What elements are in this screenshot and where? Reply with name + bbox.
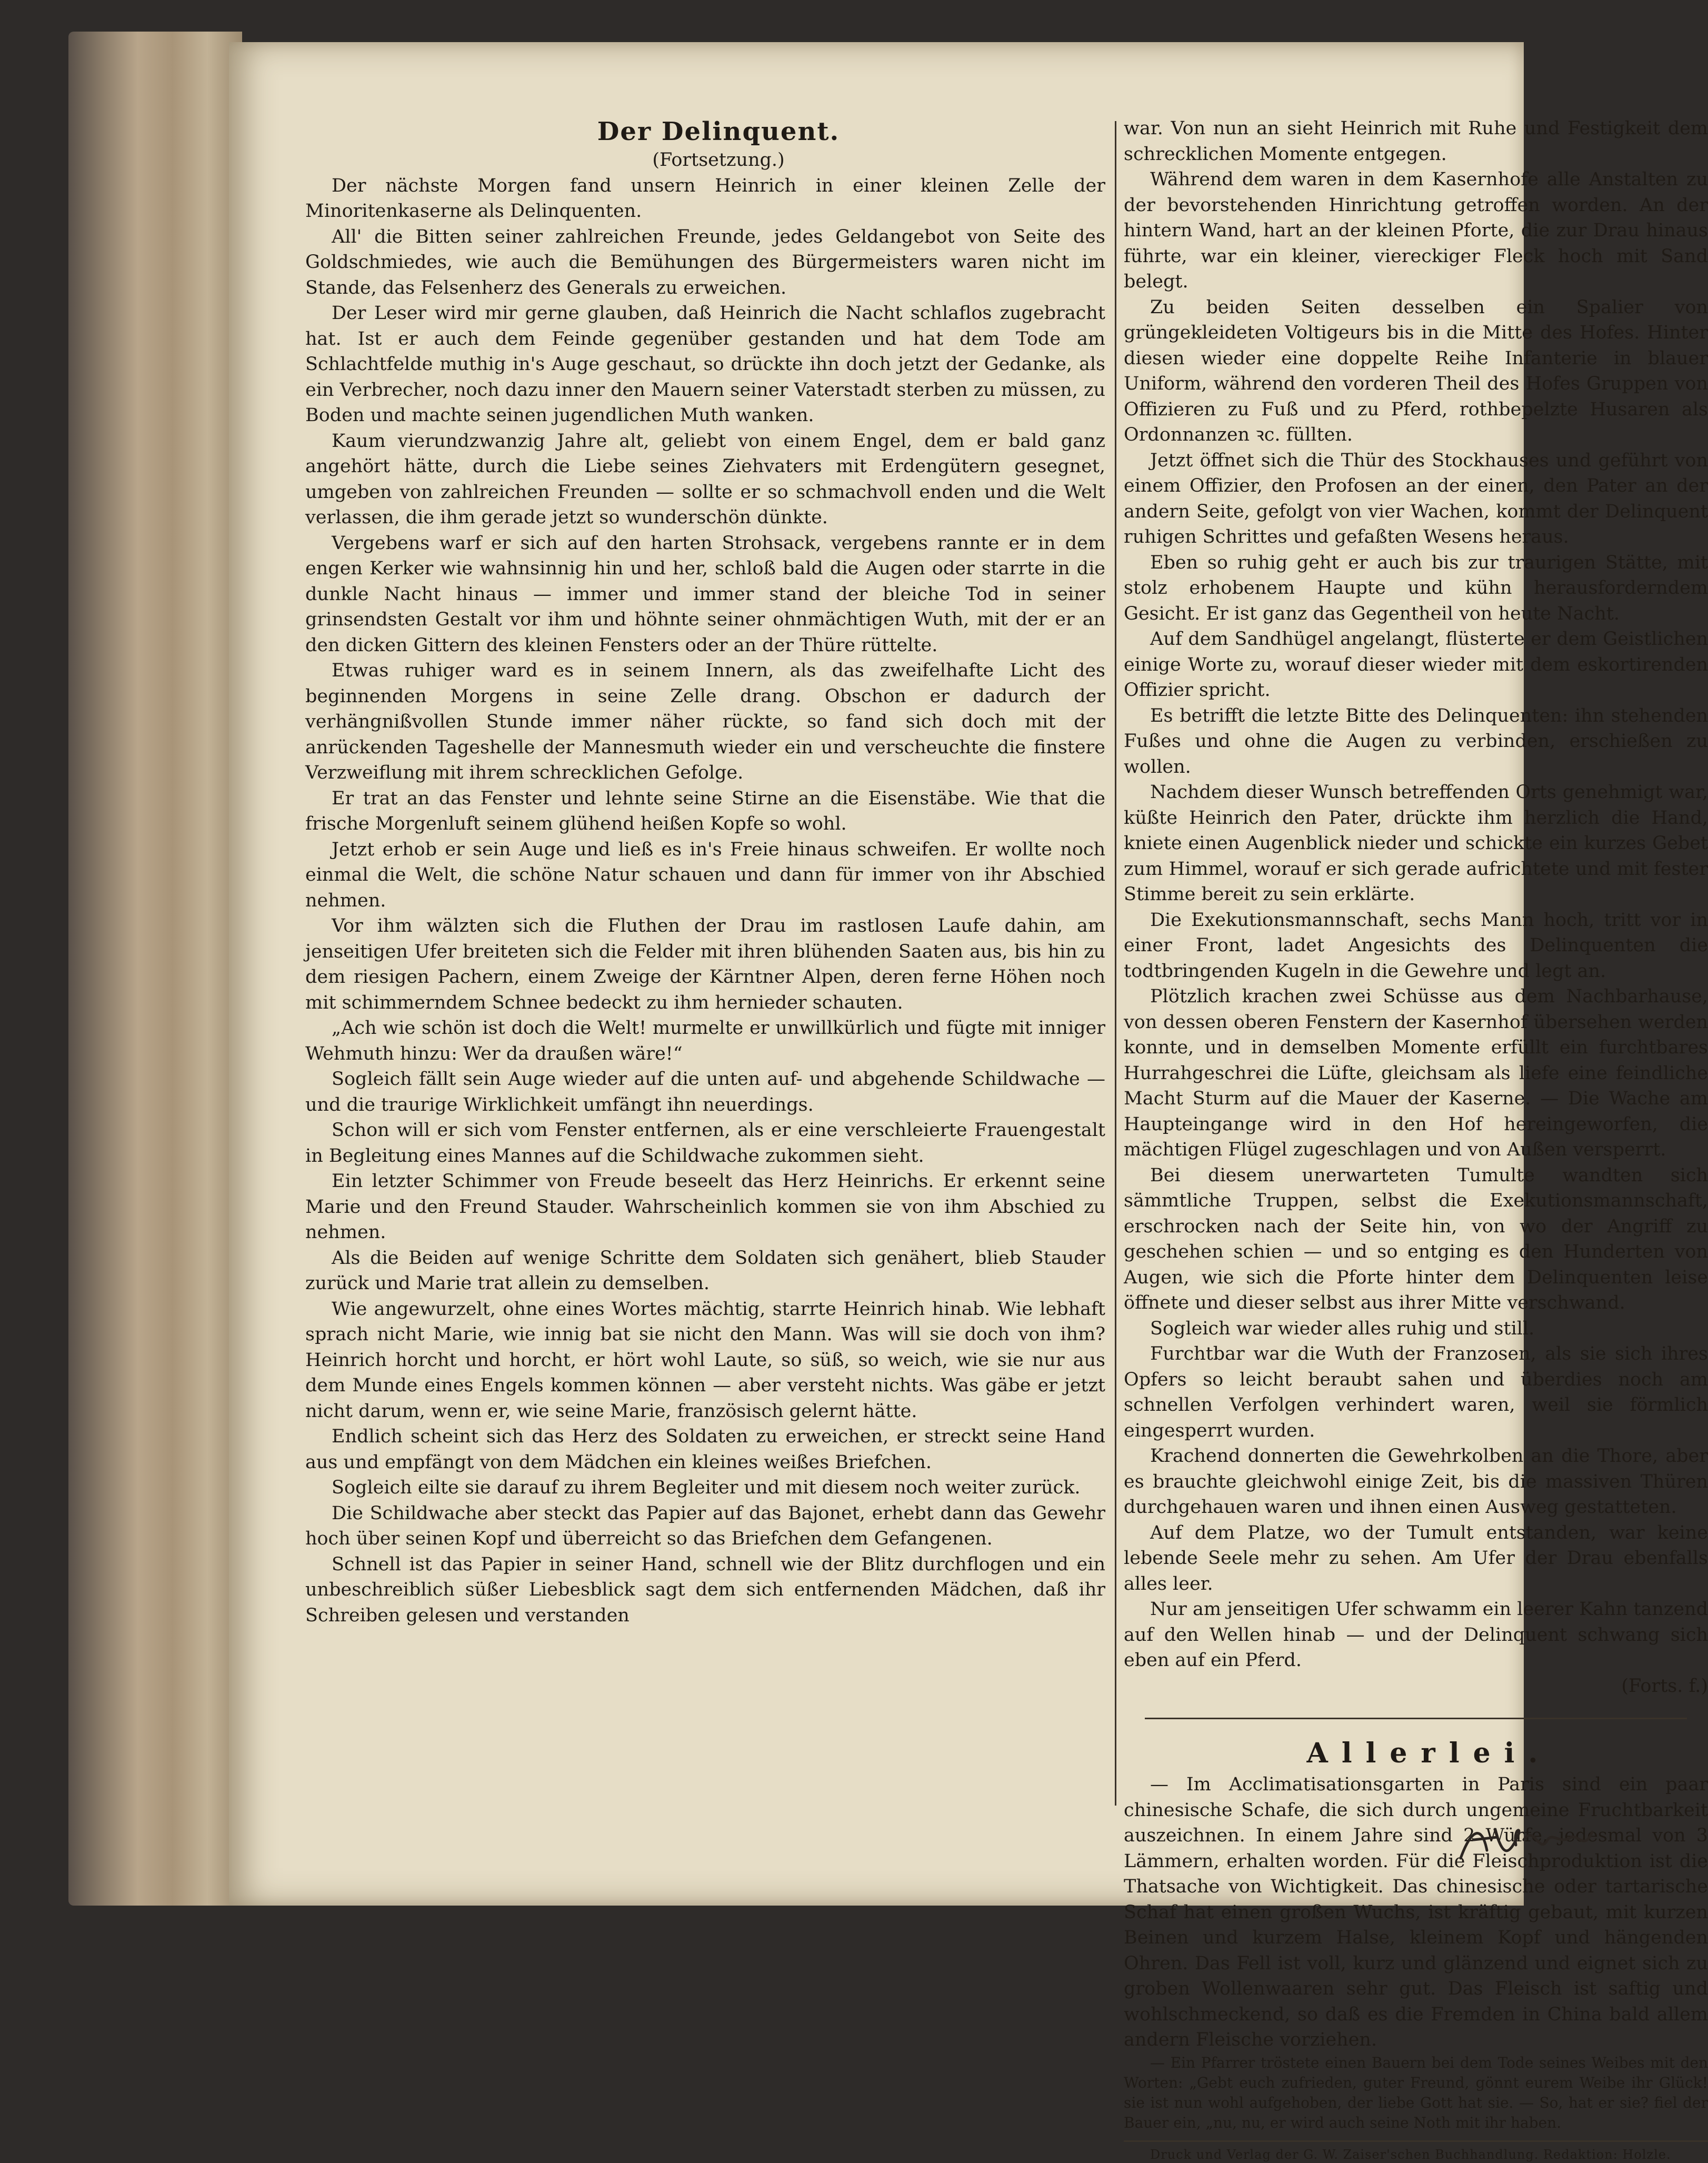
- paragraph: Vergebens warf er sich auf den harten Strohsack, vergebens rannte er in dem engen Kerker wie wahnsinnig hin und her, schloß bald die Augen oder starrte in die dunkle Nacht hinaus — immer und immer stand der bleiche Tod in seiner grinsendsten Gestalt vor ihm und höhnte seiner ohnmächtigen Wuth, mit der er an den dicken Gittern des kleinen Fensters oder an der Thüre rüttelte.: [305, 532, 1105, 656]
- paragraph: Plötzlich krachen zwei Schüsse aus dem Nachbarhause, von dessen oberen Fenstern der Kasernhof übersehen werden konnte, und in demselben Momente erfüllt ein furchtbares Hurrahgeschrei die Lüfte, gleichsam als liefe eine feindliche Macht Sturm auf die Mauer der Kaserne. — Die Wache am Haupteingange wird in den Hof hereingeworfen, die mächtigen Flügel zugeschlagen und von Außen versperrt.: [1124, 986, 1708, 1160]
- paragraph: Vor ihm wälzten sich die Fluthen der Drau im rastlosen Laufe dahin, am jenseitigen Ufer breiteten sich die Felder mit ihren blühenden Saaten aus, bis hin zu dem riesigen Pachern, einem Zweige der Kärntner Alpen, deren ferne Höhen noch mit schimmerndem Schnee bedeckt zu ihm hernieder schauten.: [305, 915, 1105, 1013]
- paragraph: Endlich scheint sich das Herz des Soldaten zu erweichen, er streckt seine Hand aus und empfängt von dem Mädchen ein kleines weißes Briefchen.: [305, 1426, 1105, 1473]
- paragraph: Jetzt öffnet sich die Thür des Stockhauses und geführt von einem Offizier, den Profosen an der einen, den Pater an der andern Seite, gefolgt von vier Wachen, kommt der Delinquent ruhigen Schrittes und gefaßten Wesens heraus.: [1124, 450, 1708, 547]
- paragraph: Während dem waren in dem Kasernhofe alle Anstalten zu der bevorstehenden Hinrichtung getroffen worden. An der hintern Wand, hart an der kleinen Pforte, die zur Drau hinaus führte, war ein kleiner, viereckiger Fleck hoch mit Sand belegt.: [1124, 169, 1708, 292]
- section-separator: [1145, 1718, 1687, 1719]
- continued-note: (Forts. f.): [1621, 1675, 1708, 1697]
- paragraph: Nachdem dieser Wunsch betreffenden Orts genehmigt war, küßte Heinrich den Pater, drückte ihm herzlich die Hand, kniete einen Augenblick nieder und schickte ein kurzes Gebet zum Himmel, worauf er sich gerade aufrichtete und mit fester Stimme bereit zu sein erklärte.: [1124, 782, 1708, 905]
- miscellany-title: Allerlei.: [1306, 1737, 1552, 1769]
- paragraph: Der nächste Morgen fand unsern Heinrich in einer kleinen Zelle der Minoritenkaserne als Delinquenten.: [305, 175, 1105, 222]
- right-column: [1124, 116, 1708, 2162]
- paragraph: Zu beiden Seiten desselben ein Spalier von grüngekleideten Voltigeurs bis in die Mitte des Hofes. Hinter diesen wieder eine doppelte Reihe Infanterie in blauer Uniform, während den vorderen Theil des Hofes Gruppen von Offizieren zu Fuß und zu Pferd, rothbepelzte Husaren als Ordonnanzen ꝛc. füllten.: [1124, 296, 1708, 445]
- paragraph: Es betrifft die letzte Bitte des Delinquenten: ihn stehenden Fußes und ohne die Augen zu verbinden, erschießen zu wollen.: [1124, 705, 1708, 778]
- paragraph: Eben so ruhig geht er auch bis zur traurigen Stätte, mit stolz erhobenem Haupte und kühn herausforderndem Gesicht. Er ist ganz das Gegentheil von heute Nacht.: [1124, 552, 1708, 624]
- paragraph: Etwas ruhiger ward es in seinem Innern, als das zweifelhafte Licht des beginnenden Morgens in seine Zelle drang. Obschon er dadurch der verhängnißvollen Stunde immer näher rückte, so fand sich doch mit der anrückenden Tageshelle der Mannesmuth wieder ein und verscheuchte die finstere Verzweiflung mit ihrem schrecklichen Gefolge.: [305, 660, 1105, 783]
- paragraph: Schnell ist das Papier in seiner Hand, schnell wie der Blitz durchflogen und ein unbeschreiblich süßer Liebesblick sagt dem sich entfernenden Mädchen, daß ihr Schreiben gelesen und verstanden: [305, 1553, 1105, 1626]
- paragraph: Bei diesem unerwarteten Tumulte wandten sich sämmtliche Truppen, selbst die Exekutionsmannschaft, erschrocken nach der Seite hin, von wo der Angriff zu geschehen schien — und so entging es den Hunderten von Augen, wie sich die Pforte hinter dem Delinquenten leise öffnete und dieser selbst aus ihrer Mitte verschwand.: [1124, 1164, 1708, 1313]
- paragraph: Schon will er sich vom Fenster entfernen, als er eine verschleierte Frauengestalt in Begleitung eines Mannes auf die Schildwache zukommen sieht.: [305, 1120, 1105, 1167]
- paragraph: Nur am jenseitigen Ufer schwamm ein leerer Kahn tanzend auf den Wellen hinab — und der Delinquent schwang sich eben auf ein Pferd.: [1124, 1599, 1708, 1671]
- paragraph: Ein letzter Schimmer von Freude beseelt das Herz Heinrichs. Er erkennt seine Marie und den Freund Stauder. Wahrscheinlich kommen sie von ihm Abschied zu nehmen.: [305, 1171, 1105, 1243]
- paragraph: Auf dem Platze, wo der Tumult entstanden, war keine lebende Seele mehr zu sehen. Am Ufer der Drau ebenfalls alles leer.: [1124, 1522, 1708, 1594]
- newspaper-page: [229, 42, 1708, 2162]
- miscellany-anecdote: — Ein Pfarrer tröstete einen Bauern bei dem Tode seines Weibes mit den Worten: „Gebt euch zufrieden, guter Freund, gönnt eurem Weibe ihr Glück! sie ist nun wohl aufgehoben, der liebe Gott hat sie. — So, hat er sie? fiel der Bauer ein, „nu, nu, er wird auch seine Noth mit ihr haben.: [1124, 2054, 1708, 2131]
- paragraph: „Ach wie schön ist doch die Welt! murmelte er unwillkürlich und fügte mit inniger Wehmuth hinzu: Wer da draußen wäre!“: [305, 1018, 1105, 1064]
- right-paragraphs: [1124, 116, 1708, 1673]
- paragraph: Er trat an das Fenster und lehnte seine Stirne an die Eisenstäbe. Wie that die frische Morgenluft seinem glühend heißen Kopfe so wohl.: [305, 788, 1105, 834]
- paragraph: war. Von nun an sieht Heinrich mit Ruhe und Festigkeit dem schrecklichen Momente entgegen.: [1124, 118, 1708, 165]
- paragraph: Als die Beiden auf wenige Schritte dem Soldaten sich genähert, blieb Stauder zurück und Marie trat allein zu demselben.: [305, 1247, 1105, 1294]
- handwritten-signature: [1450, 1808, 1608, 1877]
- paragraph: Kaum vierundzwanzig Jahre alt, geliebt von einem Engel, dem er bald ganz angehört hätte, durch die Liebe seines Ziehvaters mit Erdengütern gesegnet, umgeben von zahlreichen Freunden — sollte er so schmachvoll enden und die Welt verlassen, die ihm gerade jetzt so wunderschön dünkte.: [305, 430, 1105, 528]
- paragraph: Die Schildwache aber steckt das Papier auf das Bajonet, erhebt dann das Gewehr hoch über seinen Kopf und überreicht so das Briefchen dem Gefangenen.: [305, 1502, 1105, 1549]
- story-title: Der Delinquent.: [597, 117, 840, 146]
- imprint-rule: [1124, 2140, 1708, 2142]
- left-column: [305, 116, 1105, 1827]
- paragraph: Furchtbar war die Wuth der Franzosen, als sie sich ihres Opfers so leicht beraubt sahen und überdies noch am schnellen Verfolgen verhindert waren, weil sie förmlich eingesperrt wurden.: [1124, 1343, 1708, 1441]
- miscellany-item: — Im Acclimatisationsgarten in Paris sind ein paar chinesische Schafe, die sich durch ungemeine Fruchtbarkeit auszeichnen. In einem Jahre sind 2 Würfe, jedesmal von 3 Lämmern, erhalten worden. Für die Fleischproduktion ist die Thatsache von Wichtigkeit. Das chinesische oder tartarische Schaf hat einen großen Wuchs, ist kräftig gebaut, mit kurzen Beinen und kurzem Halse, kleinem Kopf und hängenden Ohren. Das Fell ist voll, kurz und glänzend und eignet sich zu groben Wollenwaaren sehr gut. Das Fleisch ist saftig und wohlschmeckend, so daß es die Fremden in China bald allem andern Fleische vorziehen.: [1124, 1774, 1708, 2050]
- paragraph: Wie angewurzelt, ohne eines Wortes mächtig, starrte Heinrich hinab. Wie lebhaft sprach nicht Marie, wie innig bat sie nicht den Mann. Was will sie doch von ihm? Heinrich horcht und horcht, er hört wohl Laute, so süß, so weich, wie sie nur aus dem Munde eines Engels kommen können — aber versteht nichts. Was gäbe er jetzt nicht darum, wenn er, wie seine Marie, französisch gelernt hätte.: [305, 1298, 1105, 1422]
- paragraph: Krachend donnerten die Gewehrkolben an die Thore, aber es brauchte gleichwohl einige Zeit, bis die massiven Thüren durchgehauen waren und ihnen einen Ausweg gestatteten.: [1124, 1446, 1708, 1518]
- paragraph: Die Exekutionsmannschaft, sechs Mann hoch, tritt vor in einer Front, ladet Angesichts des Delinquenten die todtbringenden Kugeln in die Gewehre und legt an.: [1124, 909, 1708, 982]
- column-divider: [1115, 121, 1116, 1806]
- paragraph: Der Leser wird mir gerne glauben, daß Heinrich die Nacht schlaflos zugebracht hat. Ist er auch dem Feinde gegenüber gestanden und hat dem Tode am Schlachtfelde muthig in's Auge geschaut, so drückte ihn doch jetzt der Gedanke, als ein Verbrecher, noch dazu inner den Mauern seiner Vaterstadt sterben zu müssen, zu Boden und machte seinen jugendlichen Muth wanken.: [305, 303, 1105, 426]
- paragraph: Auf dem Sandhügel angelangt, flüsterte er dem Geistlichen einige Worte zu, worauf dieser wieder mit dem eskortirenden Offizier spricht.: [1124, 629, 1708, 701]
- book-page-edges: [68, 32, 242, 1906]
- left-paragraphs: [305, 173, 1105, 1629]
- paragraph: Jetzt erhob er sein Auge und ließ es in's Freie hinaus schweifen. Er wollte noch einmal die Welt, die schöne Natur schauen und dann für immer von ihr Abschied nehmen.: [305, 839, 1105, 911]
- story-continuation: (Fortsetzung.): [652, 149, 785, 171]
- paragraph: Sogleich war wieder alles ruhig und still.: [1150, 1318, 1535, 1339]
- paragraph: Sogleich fällt sein Auge wieder auf die unten auf- und abgehende Schildwache — und die traurige Wirklichkeit umfängt ihn neuerdings.: [305, 1069, 1105, 1115]
- paragraph: All' die Bitten seiner zahlreichen Freunde, jedes Geldangebot von Seite des Goldschmiedes, wie auch die Bemühungen des Bürgermeisters waren nicht im Stande, das Felsenherz des Generals zu erweichen.: [305, 226, 1105, 298]
- paragraph: Sogleich eilte sie darauf zu ihrem Begleiter und mit diesem noch weiter zurück.: [332, 1477, 1081, 1498]
- imprint-line: Druck und Verlag der G. W. Zaiser'schen Buchhandlung. Redaktion: Holzle.: [1150, 2147, 1671, 2162]
